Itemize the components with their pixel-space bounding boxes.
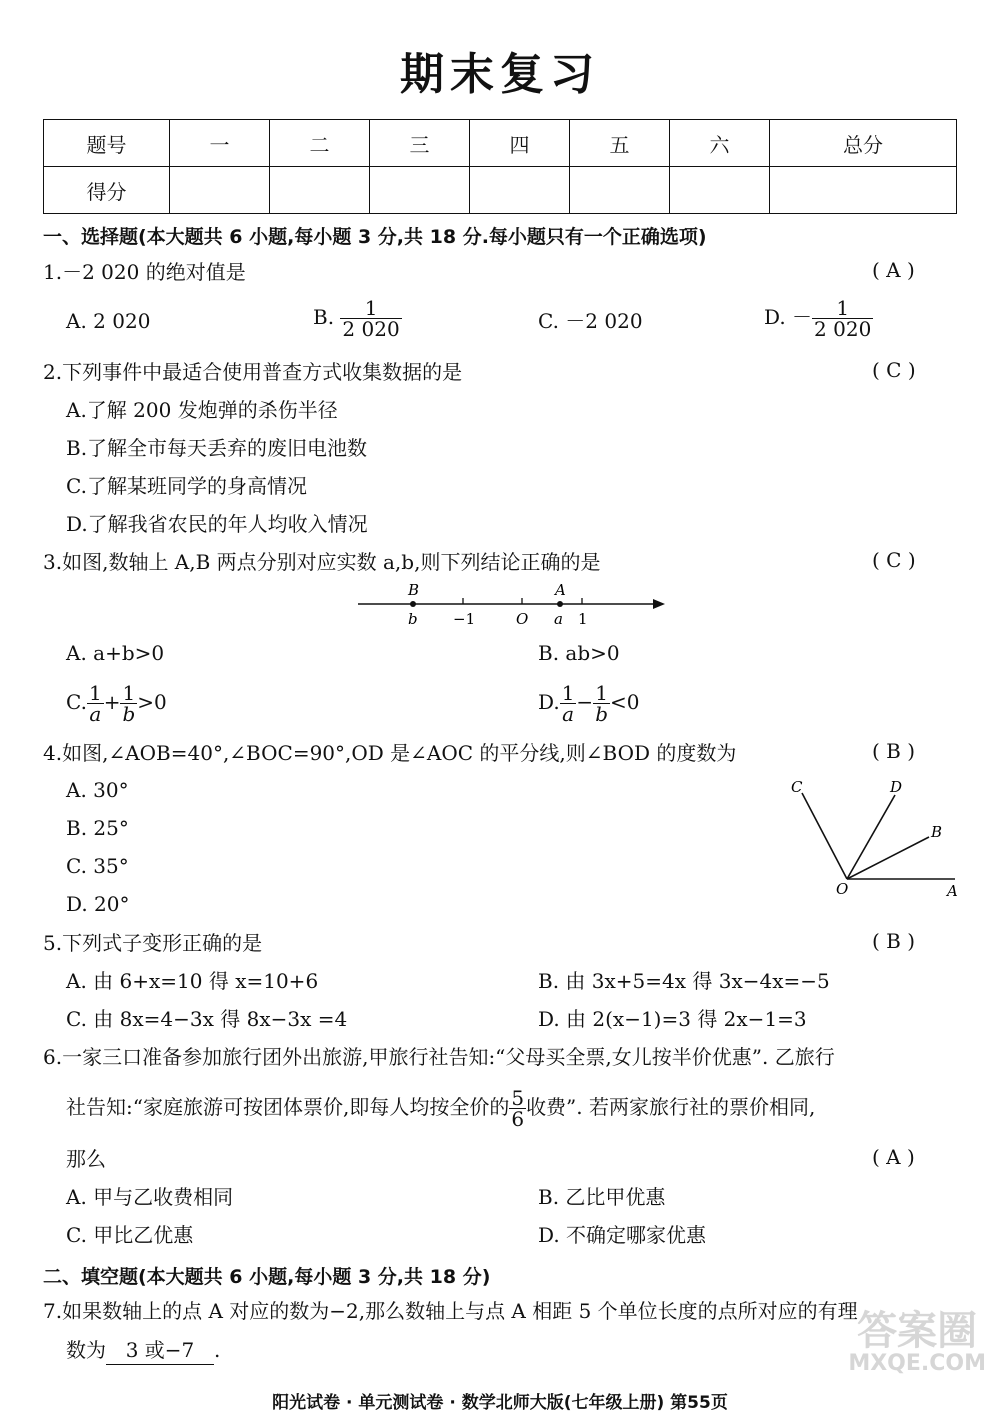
score-header-cell: 总分	[770, 120, 957, 167]
fraction: $\frac{5}{6}$	[511, 1086, 525, 1131]
question-3-option-a: A. a+b>0	[66, 641, 165, 665]
question-3-option-b: B. ab>0	[538, 641, 620, 665]
question-6-line-1: 6.一家三口准备参加旅行团外出旅游,甲旅行社告知:“父母买全票,女儿按半价优惠”. 乙旅行	[43, 1045, 835, 1069]
angle-figure	[785, 775, 965, 900]
question-1-option-d	[764, 298, 873, 339]
label-a: a	[554, 610, 563, 628]
fraction: $\frac{1}{2 020}$	[814, 296, 872, 341]
question-5-option-c: C. 由 8x=4−3x 得 8x−3x =4	[66, 1007, 348, 1031]
score-header-cell: 四	[470, 120, 570, 167]
question-5-option-b: B. 由 3x+5=4x 得 3x−4x=−5	[538, 969, 830, 993]
question-1-option-c: C. －2 020	[538, 309, 643, 333]
question-7-line-2: 数为 3 或−7 .	[66, 1336, 220, 1365]
label-O: O	[836, 880, 849, 898]
question-4-stem: 4.如图,∠AOB=40°,∠BOC=90°,OD 是∠AOC 的平分线,则∠BOD 的度数为	[43, 741, 737, 765]
label-B: B	[931, 823, 943, 841]
question-1-option-b	[313, 298, 402, 339]
score-input-cell[interactable]	[770, 167, 957, 214]
question-2-answer: ( C )	[872, 358, 916, 382]
fraction: $\frac{1}{a}$	[561, 681, 575, 726]
score-header-cell: 三	[370, 120, 470, 167]
question-3-option-c: C. $\frac{1}{a}$ + $\frac{1}{b}$ >0	[66, 681, 167, 726]
question-2-option-c: C.了解某班同学的身高情况	[66, 474, 307, 498]
ray-OC	[802, 793, 847, 879]
score-row-label: 得分	[44, 167, 170, 214]
point-b	[410, 601, 416, 607]
score-input-cell[interactable]	[470, 167, 570, 214]
question-2-option-b: B.了解全市每天丢弃的废旧电池数	[66, 436, 368, 460]
number-line-figure	[350, 582, 680, 630]
question-6-line-3: 那么	[66, 1147, 106, 1171]
score-table-header-row	[44, 120, 957, 167]
question-4-option-c: C. 35°	[66, 854, 129, 878]
question-6-answer: ( A )	[872, 1145, 915, 1169]
label-C: C	[791, 778, 803, 796]
question-5-answer: ( B )	[872, 929, 916, 953]
score-header-cell: 五	[570, 120, 670, 167]
score-input-cell[interactable]	[270, 167, 370, 214]
question-5-option-d: D. 由 2(x−1)=3 得 2x−1=3	[538, 1007, 807, 1031]
score-header-cell: 二	[270, 120, 370, 167]
page-footer: 阳光试卷 · 单元测试卷 · 数学北师大版(七年级上册) 第55页	[272, 1393, 728, 1413]
option-letter: B.	[313, 305, 335, 329]
label-b: b	[408, 610, 418, 628]
section-heading-choice: 一、选择题(本大题共 6 小题,每小题 3 分,共 18 分.每小题只有一个正确选项)	[43, 226, 707, 248]
section-heading-fill: 二、填空题(本大题共 6 小题,每小题 3 分,共 18 分)	[43, 1266, 491, 1288]
score-input-cell[interactable]	[570, 167, 670, 214]
label-A: A	[947, 882, 958, 900]
question-6-option-b: B. 乙比甲优惠	[538, 1185, 666, 1209]
question-1-option-a: A. 2 020	[66, 309, 151, 333]
label-one: 1	[578, 610, 588, 628]
question-3-stem: 3.如图,数轴上 A,B 两点分别对应实数 a,b,则下列结论正确的是	[43, 550, 601, 574]
question-5-option-a: A. 由 6+x=10 得 x=10+6	[66, 969, 319, 993]
question-6-option-a: A. 甲与乙收费相同	[66, 1185, 234, 1209]
option-letter: D. －	[764, 305, 813, 329]
score-input-cell[interactable]	[170, 167, 270, 214]
question-2-option-d: D.了解我省农民的年人均收入情况	[66, 512, 368, 536]
fraction: $\frac{1}{2 020}$	[342, 296, 400, 341]
fraction: $\frac{1}{a}$	[88, 681, 102, 726]
fraction: $\frac{1}{b}$	[122, 681, 136, 726]
score-table-score-row	[44, 167, 957, 214]
label-D: D	[890, 778, 903, 796]
question-4-answer: ( B )	[872, 739, 916, 763]
question-7-line-1: 7.如果数轴上的点 A 对应的数为−2,那么数轴上与点 A 相距 5 个单位长度的点所对应的有理	[43, 1299, 858, 1323]
question-4-option-b: B. 25°	[66, 816, 129, 840]
page-title: 期末复习	[400, 49, 600, 100]
question-4-option-d: D. 20°	[66, 892, 130, 916]
fraction: $\frac{1}{b}$	[595, 681, 608, 726]
question-5-stem: 5.下列式子变形正确的是	[43, 931, 263, 955]
score-table	[43, 119, 957, 214]
score-header-cell: 一	[170, 120, 270, 167]
question-6-option-c: C. 甲比乙优惠	[66, 1223, 194, 1247]
label-B: B	[408, 582, 420, 599]
watermark-logo: 答案圈 MXQE.COM	[848, 1308, 986, 1376]
question-4-option-a: A. 30°	[66, 778, 129, 802]
score-header-cell: 六	[670, 120, 770, 167]
question-3-answer: ( C )	[872, 548, 916, 572]
label-O: O	[516, 610, 529, 628]
point-a	[557, 601, 563, 607]
question-6-option-d: D. 不确定哪家优惠	[538, 1223, 707, 1247]
score-header-cell: 题号	[44, 120, 170, 167]
question-2-option-a: A.了解 200 发炮弹的杀伤半径	[66, 398, 338, 422]
score-input-cell[interactable]	[370, 167, 470, 214]
question-1-answer: ( A )	[872, 258, 915, 282]
question-2-stem: 2.下列事件中最适合使用普查方式收集数据的是	[43, 360, 463, 384]
question-1-stem: 1.－2 020 的绝对值是	[43, 260, 246, 284]
label-A: A	[555, 582, 566, 599]
question-6-line-2: 社告知:“家庭旅游可按团体票价,即每人均按全价的 $\frac{5}{6}$ 收费”. 若两家旅行社的票价相同,	[66, 1086, 816, 1131]
question-3-option-d: D. $\frac{1}{a}$ − $\frac{1}{b}$ <0	[538, 681, 640, 726]
score-input-cell[interactable]	[670, 167, 770, 214]
answer-blank[interactable]: 3 或−7	[106, 1336, 214, 1365]
label-minus-one: −1	[453, 610, 476, 628]
